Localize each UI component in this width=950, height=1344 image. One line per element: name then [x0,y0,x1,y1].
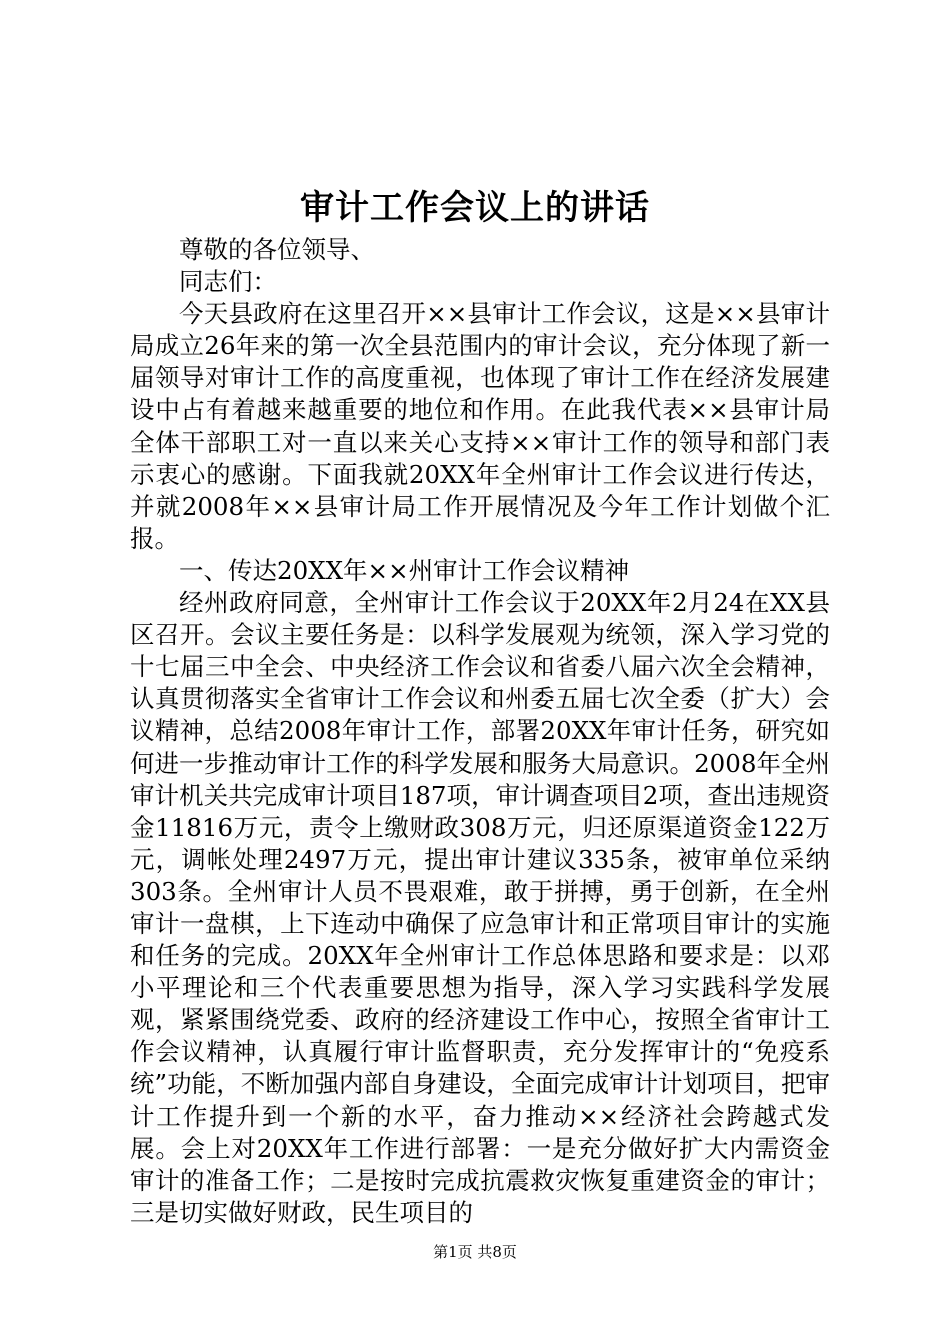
document-title: 审计工作会议上的讲话 [300,188,650,228]
page-footer: 第1页 共8页 [433,1243,517,1261]
section-paragraph-1: 经州政府同意，全州审计工作会议于20XX年2月24在XX县区召开。会议主要任务是：以科学发展观为统领，深入学习党的十七届三中全会、中央经济工作会议和省委八届六次全会精神，认真贯彻落实全省审计工作会议和州委五届七次全委（扩大）会议精神，总结2008年审计工作，部署20XX年审计任务，研究如何进一步推动审计工作的科学发展和服务大局意识。2008年全州审计机关共完成审计项目187项，审计调查项目2项，查出违规资金11816万元，责令上缴财政308万元，归还原渠道资金122万元，调帐处理2497万元，提出审计建议335条，被审单位采纳303条。全州审计人员不畏艰难，敢于拼搏，勇于创新，在全州审计一盘棋，上下连动中确保了应急审计和正常项目审计的实施和任务的完成。20XX年全州审计工作总体思路和要求是：以邓小平理论和三个代表重要思想为指导，深入学习实践科学发展观，紧紧围绕党委、政府的经济建设工作中心，按照全省审计工作会议精神，认真履行审计监督职责，充分发挥审计的“免疫系统”功能，不断加强内部自身建设，全面完成审计计划项目，把审计工作提升到一个新的水平，奋力推动××经济社会跨越式发展。会上对20XX年工作进行部署：一是充分做好扩大内需资金审计的准备工作；二是按时完成抗震救灾恢复重建资金的审计；三是切实做好财政，民生项目的 [130,588,830,1227]
opening-paragraph: 今天县政府在这里召开××县审计工作会议，这是××县审计局成立26年来的第一次全县范围内的审计会议，充分体现了新一届领导对审计工作的高度重视，也体现了审计工作在经济发展建设中占有着越来越重要的地位和作用。在此我代表××县审计局全体干部职工对一直以来关心支持××审计工作的领导和部门表示衷心的感谢。下面我就20XX年全州审计工作会议进行传达，并就2008年××县审计局工作开展情况及今年工作计划做个汇报。 [130,299,830,553]
salutation-line-1: 尊敬的各位领导、 [179,235,375,264]
document-body [130,234,830,1229]
section-heading-1: 一、传达20XX年××州审计工作会议精神 [179,555,630,585]
salutation-line-2: 同志们： [179,267,277,297]
